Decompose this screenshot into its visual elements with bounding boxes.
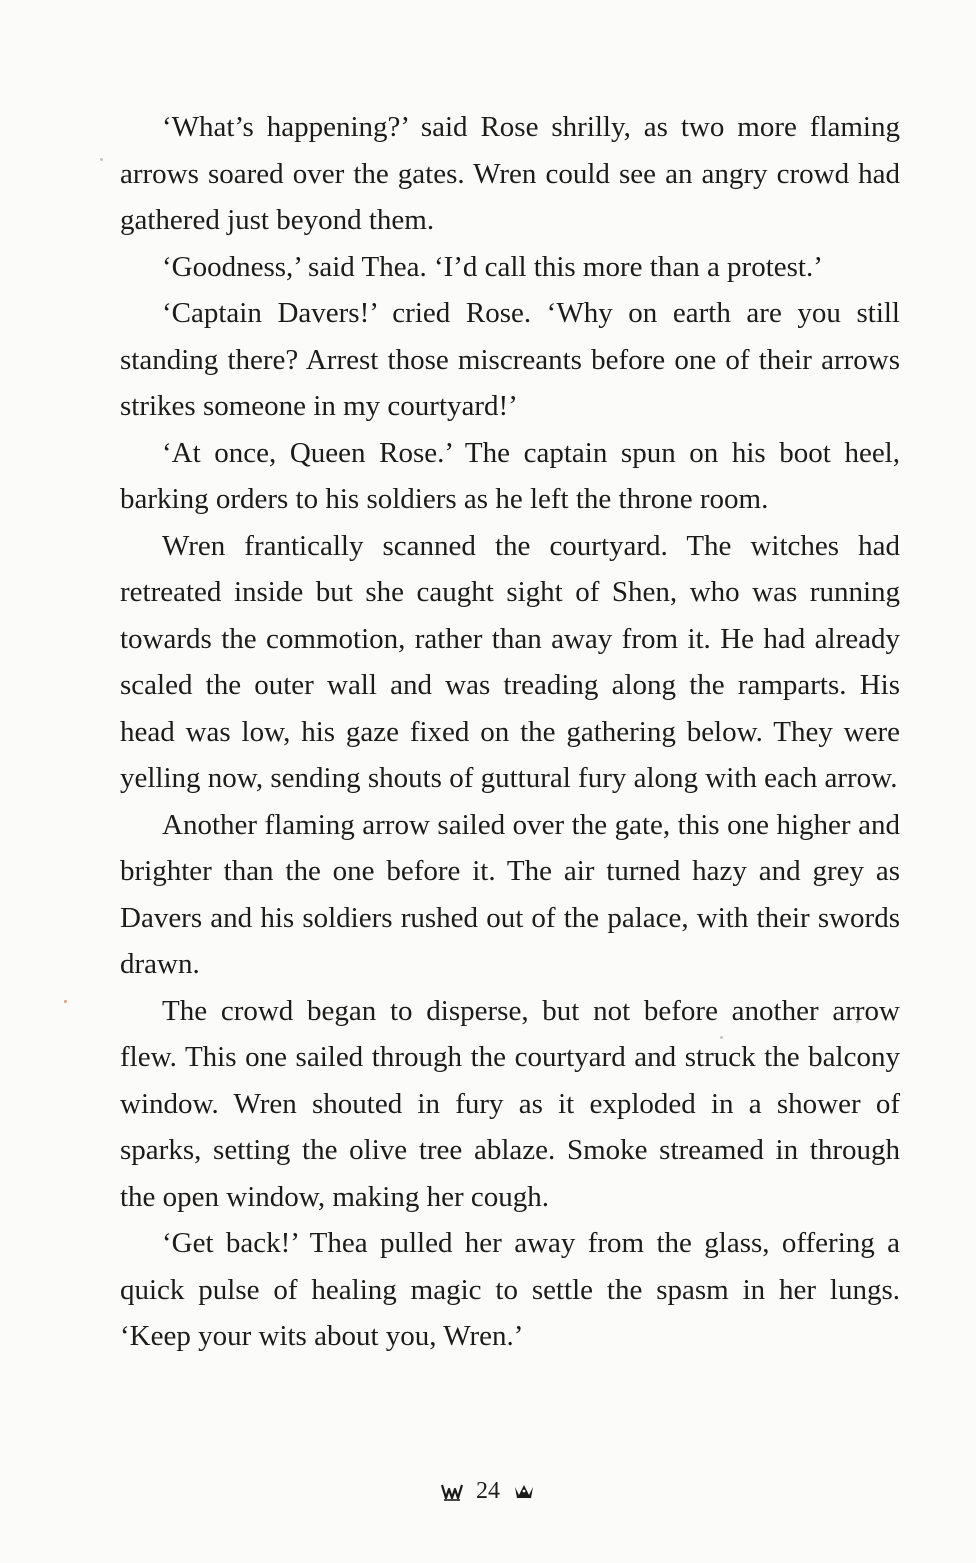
paragraph: Another flaming arrow sailed over the gate, this one higher and brighter than the one before it. The air turned hazy and grey as Davers and his soldiers rushed out of the palace, with their swords drawn. <box>120 808 900 980</box>
w-crown-ornament-icon <box>440 1482 464 1502</box>
paper-speck <box>100 158 103 161</box>
paragraph: ‘Goodness,’ said Thea. ‘I’d call this more than a protest.’ <box>162 250 823 283</box>
paragraph: ‘At once, Queen Rose.’ The captain spun on his boot heel, barking orders to his soldiers as he left the throne room. <box>120 436 900 515</box>
paragraph: The crowd began to disperse, but not before another arrow flew. This one sailed through the courtyard and struck the balcony window. Wren shouted in fury as it exploded in a shower of sparks, setting the olive tree ablaze. Smoke streamed in through the open window, making her cough. <box>120 994 900 1213</box>
paper-speck <box>64 1000 67 1003</box>
body-text <box>120 104 900 1360</box>
paragraph: ‘What’s happening?’ said Rose shrilly, as two more flaming arrows soared over the gates. Wren could see an angry crowd had gathered just beyond them. <box>120 111 900 236</box>
page-number: 24 <box>476 1478 500 1504</box>
paragraph: Wren frantically scanned the courtyard. The witches had retreated inside but she caught sight of Shen, who was running towards the commotion, rather than away from it. He had already scaled the outer wall and was treading along the ramparts. His head was low, his gaze fixed on the gathering below. They were yelling now, sending shouts of guttural fury along with each arrow. <box>120 529 900 794</box>
paragraph: ‘Captain Davers!’ cried Rose. ‘Why on earth are you still standing there? Arrest those miscreants before one of their arrows strikes someone in my courtyard!’ <box>120 297 900 422</box>
page-footer <box>0 1478 976 1505</box>
crown-ornament-icon <box>512 1482 536 1502</box>
paragraph: ‘Get back!’ Thea pulled her away from the glass, offering a quick pulse of healing magic to settle the spasm in her lungs. ‘Keep your wits about you, Wren.’ <box>120 1227 900 1352</box>
